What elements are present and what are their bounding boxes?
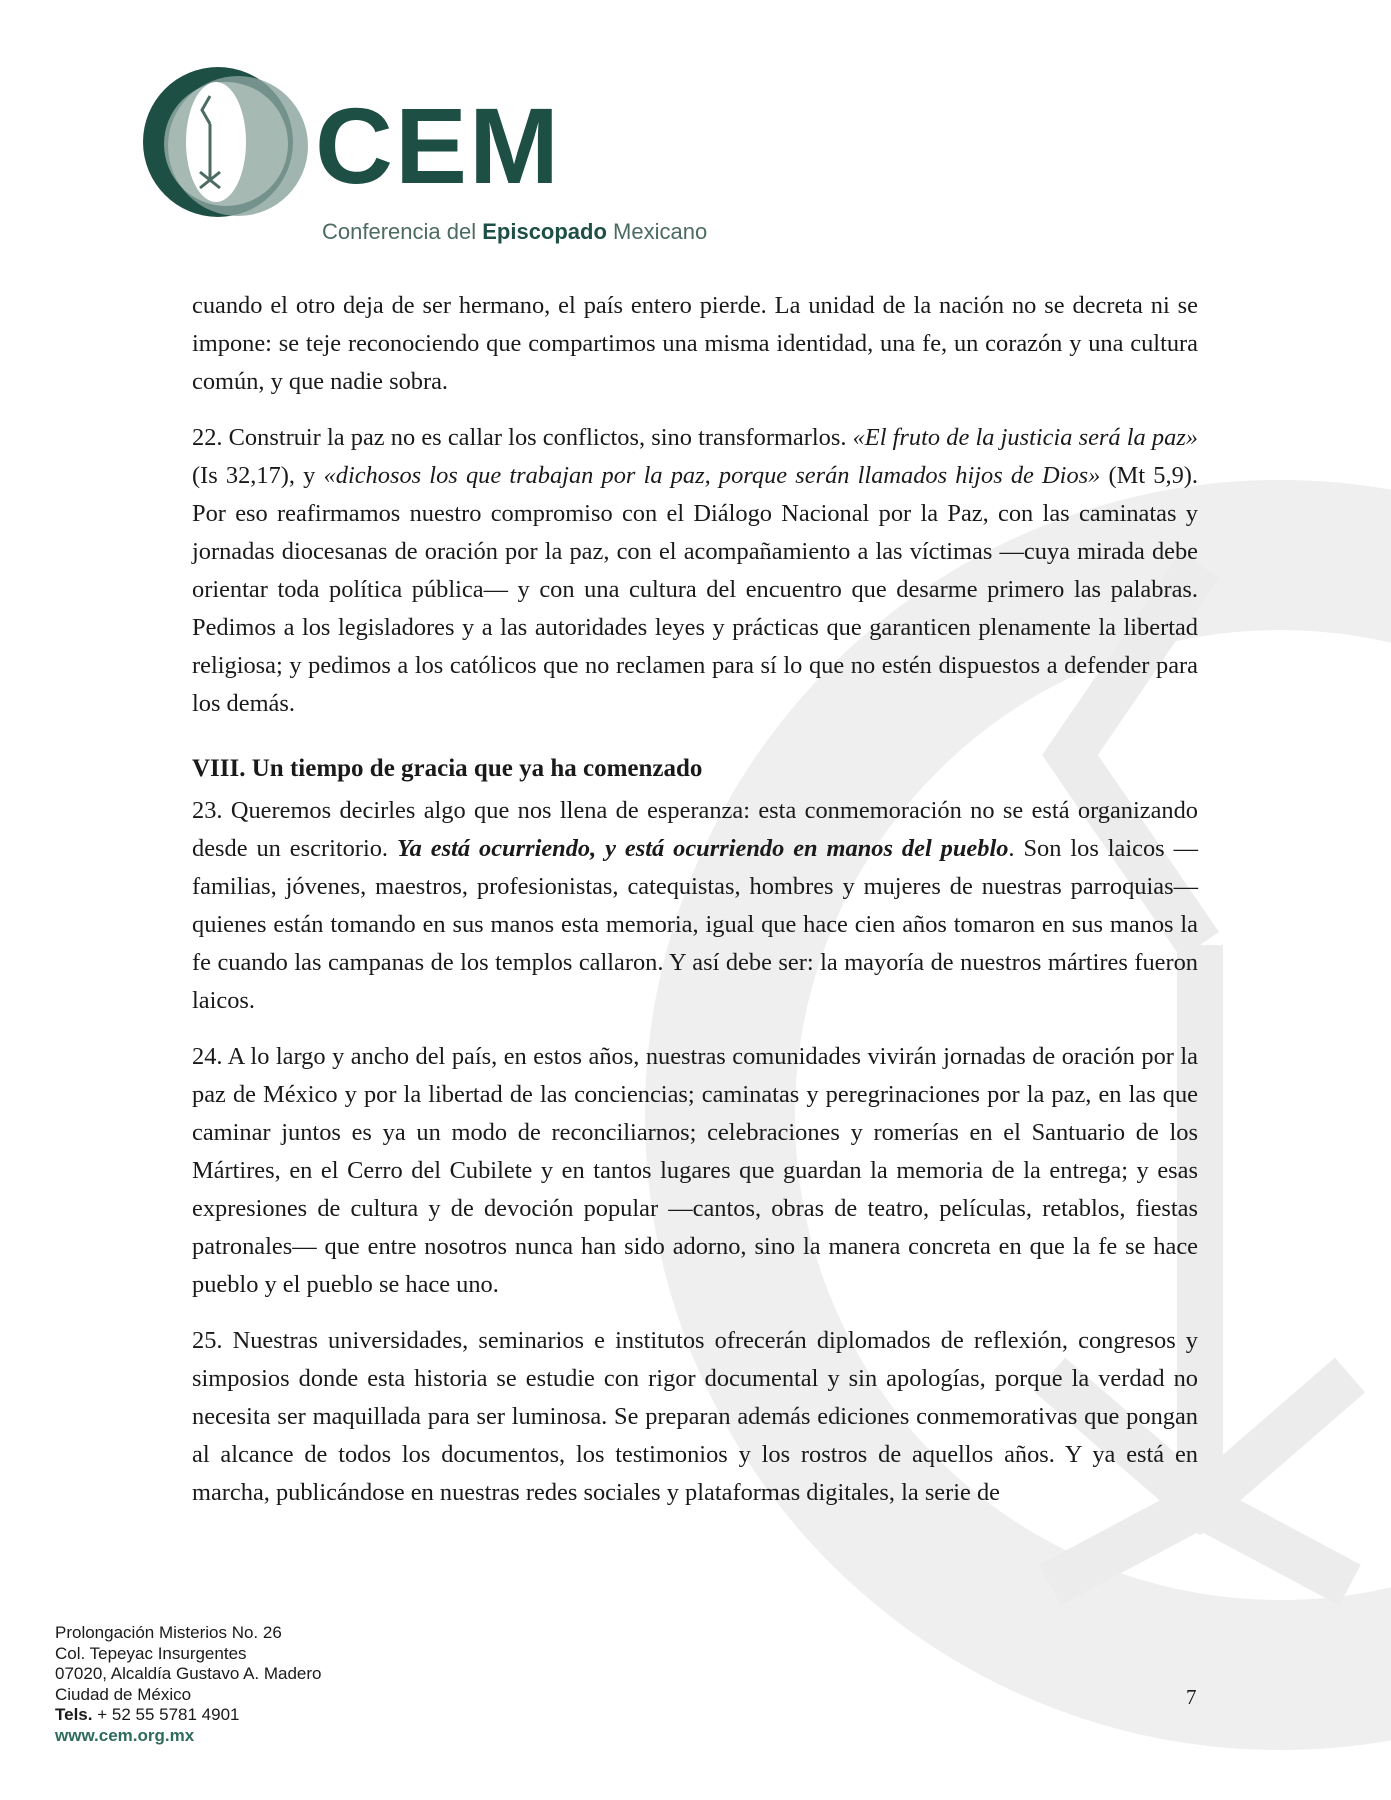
paragraph-22 <box>192 419 1198 723</box>
subtitle-pre: Conferencia del <box>322 219 477 244</box>
tels-value: + 52 55 5781 4901 <box>92 1705 240 1724</box>
footer-address <box>55 1623 322 1746</box>
header-logo <box>130 50 780 244</box>
website-link[interactable]: www.cem.org.mx <box>55 1725 195 1745</box>
p22-text-a: 22. Construir la paz no es callar los conflictos, sino transformarlos. <box>192 424 853 451</box>
p22-quote-1: «El fruto de la justicia será la paz» <box>852 424 1199 451</box>
section-heading: VIII. Un tiempo de gracia que ya ha comenzado <box>192 755 703 782</box>
subtitle-post: Mexicano <box>613 219 708 244</box>
p22-text-b: (Is 32,17), y <box>192 462 324 489</box>
page-number: 7 <box>1186 1685 1197 1709</box>
p22-text-c: (Mt 5,9). Por eso reafirmamos nuestro compromiso con el Diálogo Nacional por la Paz, con las caminatas y jornadas diocesanas de oración por la paz, con el acompañamiento a las víctimas —cuya mirada debe orientar toda política pública— y con una cultura del encuentro que desarme primero las palabras. Pedimos a los legisladores y a las autoridades leyes y prácticas que garanticen plenamente la libertad religiosa; y pedimos a los católicos que no reclamen para sí lo que no estén dispuestos a defender para los demás. <box>192 462 1198 717</box>
cem-logo-icon <box>130 50 315 230</box>
p23-emphasis: Ya está ocurriendo, y está ocurriendo en manos del pueblo <box>396 835 1009 862</box>
p23-text-b: . Son los laicos —familias, jóvenes, maestros, profesionistas, catequistas, hombres y mujeres de nuestras parroquias— quienes están tomando en sus manos esta memoria, igual que hace cien años tomaron en sus manos la fe cuando las campanas de los templos callaron. Y así debe ser: la mayoría de nuestros mártires fueron laicos. <box>192 835 1198 1014</box>
brand-title: CEM <box>315 85 561 206</box>
address-line-3: 07020, Alcaldía Gustavo A. Madero <box>55 1664 322 1683</box>
phone-line <box>55 1705 322 1726</box>
address-line-4: Ciudad de México <box>55 1684 192 1704</box>
brand-subtitle <box>322 219 707 245</box>
paragraph-continued: cuando el otro deja de ser hermano, el país entero pierde. La unidad de la nación no se decreta ni se impone: se teje reconociendo que compartimos una misma identidad, una fe, un corazón y una cultura común, y que nadie sobra. <box>192 292 1198 395</box>
paragraph-23 <box>192 792 1198 1020</box>
paragraph-24: 24. A lo largo y ancho del país, en estos años, nuestras comunidades vivirán jornadas de oración por la paz de México y por la libertad de las conciencias; caminatas y peregrinaciones por la paz, en las que caminar juntos es ya un modo de reconciliarnos; celebraciones y romerías en el Santuario de los Mártires, en el Cerro del Cubilete y en tantos lugares que guardan la memoria de la entrega; y esas expresiones de cultura y de devoción popular —cantos, obras de teatro, películas, retablos, fiestas patronales— que entre nosotros nunca han sido adorno, sino la manera concreta en que la fe se hace pueblo y el pueblo se hace uno. <box>192 1043 1198 1298</box>
document-body <box>192 287 1198 1530</box>
tels-label: Tels. <box>55 1705 93 1724</box>
p22-quote-2: «dichosos los que trabajan por la paz, porque serán llamados hijos de Dios» <box>323 462 1101 489</box>
p23-text-a: 23. Queremos decirles algo que nos llena de esperanza: esta conmemoración no se está organizando desde un escritorio. <box>192 797 1198 862</box>
subtitle-bold: Episcopado <box>482 219 607 244</box>
paragraph-25: 25. Nuestras universidades, seminarios e institutos ofrecerán diplomados de reflexión, congresos y simposios donde esta historia se estudie con rigor documental y sin apologías, porque la verdad no necesita ser maquillada para ser luminosa. Se preparan además ediciones conmemorativas que pongan al alcance de todos los documentos, los testimonios y los rostros de aquellos años. Y ya está en marcha, publicándose en nuestras redes sociales y plataformas digitales, la serie de <box>192 1327 1198 1506</box>
address-line-1: Prolongación Misterios No. 26 <box>55 1623 282 1642</box>
address-line-2: Col. Tepeyac Insurgentes <box>55 1643 247 1663</box>
